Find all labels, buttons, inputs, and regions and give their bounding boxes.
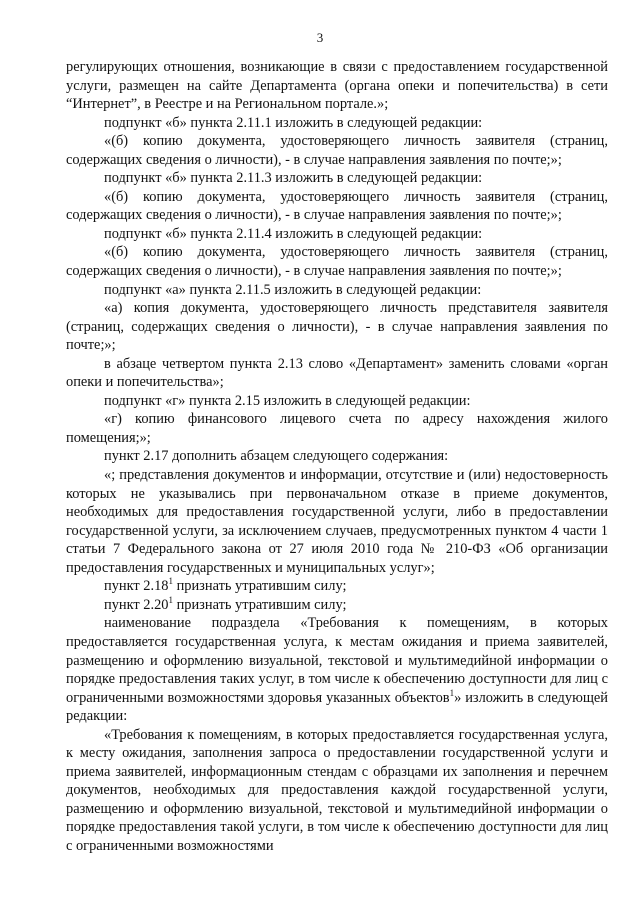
paragraph-text: подпункт «б» пункта 2.11.1 изложить в следующей редакции: [104, 114, 483, 131]
paragraph [66, 58, 608, 114]
paragraph-text: наименование подраздела «Требования к помещениям, в которых предоставляется государственная услуга, к местам ожидания и приема заявителей, размещению и оформлению визуальной, текстовой и мультимедийной информации о порядке предоставления таких услуг, в том числе к обеспечению доступности для лиц с ограниченными возможностями здоровья указанных объектов [66, 615, 608, 706]
paragraph [66, 466, 608, 577]
document-body [66, 58, 608, 856]
paragraph-text: «а) копия документа, удостоверяющего личность представителя заявителя (страниц, содержащих сведения о личности), - в случае направления заявления по почте;»; [66, 300, 608, 354]
paragraph [66, 410, 608, 447]
paragraph [66, 614, 608, 725]
paragraph [66, 281, 608, 300]
paragraph-text: «(б) копию документа, удостоверяющего личность заявителя (страниц, содержащих сведения о личности), - в случае направления заявления по почте;»; [66, 188, 608, 224]
paragraph [66, 355, 608, 392]
paragraph-text: пункт 2.18 [104, 578, 169, 595]
superscript: 1 [168, 576, 173, 587]
paragraph [66, 447, 608, 466]
paragraph-text: регулирующих отношения, возникающие в связи с предоставлением государственной услуги, размещен на сайте Департамента (органа опеки и попечительства) в сети “Интернет”, в Реестре и на Региональном портале.»; [66, 59, 608, 113]
paragraph-text: подпункт «г» пункта 2.15 изложить в следующей редакции: [104, 392, 471, 409]
paragraph [66, 225, 608, 244]
paragraph-text: подпункт «а» пункта 2.11.5 изложить в следующей редакции: [104, 281, 482, 298]
paragraph [66, 726, 608, 856]
paragraph [66, 114, 608, 133]
page-number: 3 [316, 30, 324, 45]
paragraph [66, 577, 608, 596]
paragraph [66, 243, 608, 280]
paragraph-text: подпункт «б» пункта 2.11.4 изложить в следующей редакции: [104, 225, 483, 242]
paragraph-text-continued: признать утратившим силу; [172, 578, 347, 595]
paragraph-text: в абзаце четвертом пункта 2.13 слово «Департамент» заменить словами «орган опеки и попечительства»; [66, 355, 608, 391]
paragraph [66, 299, 608, 355]
paragraph [66, 169, 608, 188]
paragraph-text: «(б) копию документа, удостоверяющего личность заявителя (страниц, содержащих сведения о личности), - в случае направления заявления по почте;»; [66, 133, 608, 168]
paragraph-text: «г) копию финансового лицевого счета по адресу нахождения жилого помещения;»; [66, 411, 608, 446]
paragraph-text-continued: » изложить в следующей редакции: [66, 689, 608, 725]
paragraph-text: пункт 2.17 дополнить абзацем следующего содержания: [104, 448, 449, 465]
paragraph [66, 188, 608, 225]
paragraph [66, 596, 608, 615]
paragraph [66, 392, 608, 411]
paragraph-text: «(б) копию документа, удостоверяющего личность заявителя (страниц, содержащих сведения о личности), - в случае направления заявления по почте;»; [66, 244, 608, 280]
paragraph [66, 132, 608, 169]
paragraph-text: подпункт «б» пункта 2.11.3 изложить в следующей редакции: [104, 170, 483, 187]
paragraph-text: пункт 2.20 [104, 596, 169, 613]
superscript: 1 [168, 594, 173, 605]
paragraph-text-continued: признать утратившим силу; [172, 596, 347, 613]
paragraph-text: «; представления документов и информации, отсутствие и (или) недостоверность которых не указывались при первоначальном отказе в приеме документов, необходимых для предоставления государственной услуги, либо в предоставлении государственной услуги, за исключением случаев, предусмотренных пунктом 4 части 1 статьи 7 Федерального закона от 27 июля 2010 года № 210-ФЗ «Об организации предоставления государственных и муниципальных услуг»; [66, 467, 608, 576]
superscript: 1 [449, 687, 455, 698]
paragraph-text: «Требования к помещениям, в которых предоставляется государственная услуга, к месту ожидания, заполнения запроса о предоставлении государственной услуги и приема заявителей, информационным стендам с образцами их заполнения и перечнем документов, необходимых для предоставления каждой государственной услуги, размещению и оформлению визуальной, текстовой и мультимедийной информации о порядке предоставления такой услуги, в том числе к обеспечению доступности для лиц с ограниченными возможностями [66, 726, 608, 854]
